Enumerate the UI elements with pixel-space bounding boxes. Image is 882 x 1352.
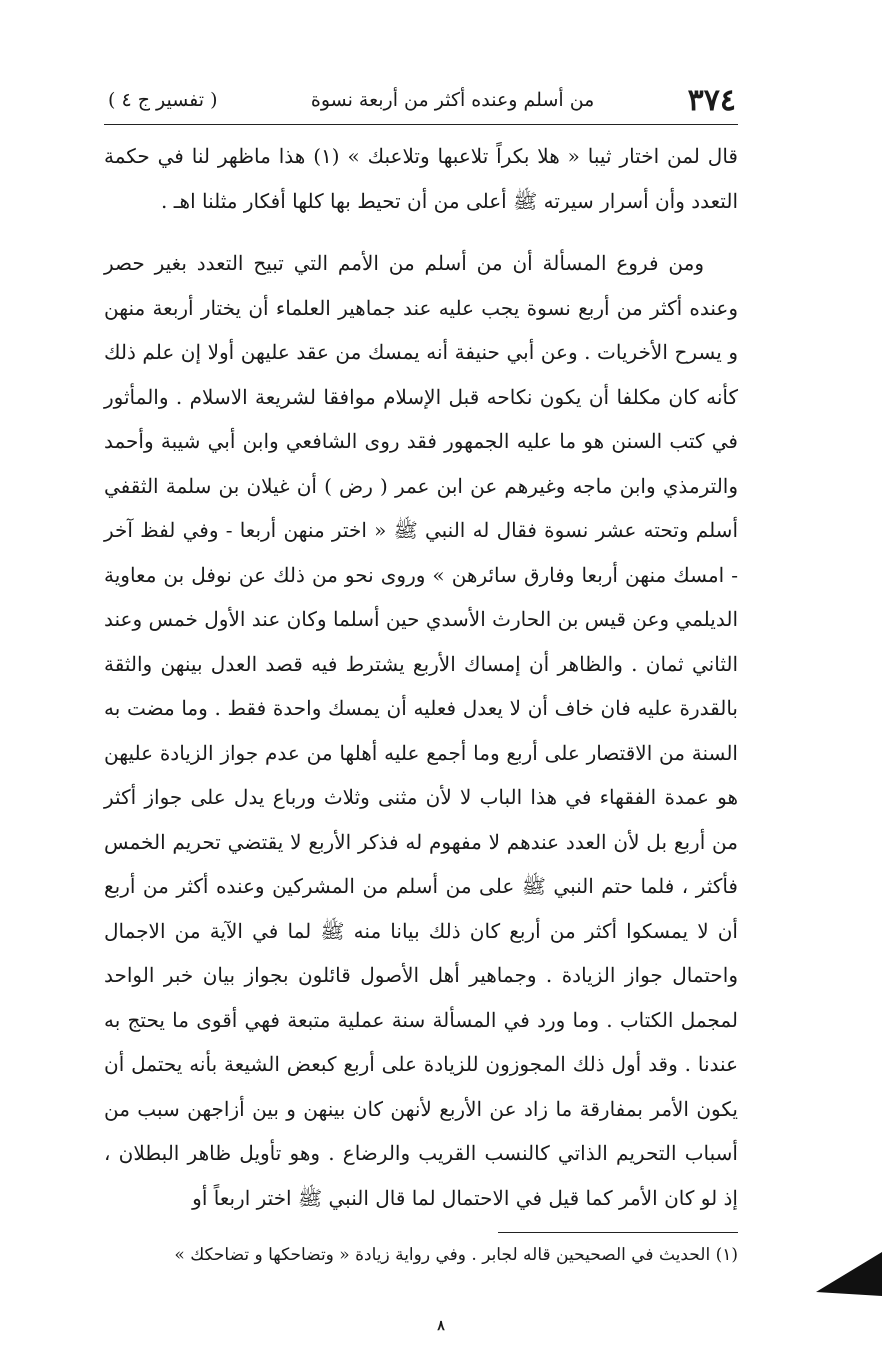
page-number: ٣٧٤ <box>687 82 736 118</box>
folio-mark: ٨ <box>437 1318 445 1334</box>
footnote-rule <box>498 1232 738 1233</box>
footnote: (١) الحديث في الصحيحين قاله لجابر . وفي رواية زيادة « وتضاحكها و تضاحكك » <box>174 1245 738 1265</box>
page-header <box>108 80 736 120</box>
running-title: من أسلم وعنده أكثر من أربعة نسوة <box>310 89 595 111</box>
book-reference: ( تفسير ج ٤ ) <box>108 89 218 111</box>
header-rule <box>104 124 738 125</box>
paragraph-2: ومن فروع المسألة أن من أسلم من الأمم التي تبيح التعدد بغير حصر وعنده أكثر من أربع نسوة يجب عليه عند جماهير العلماء أن يختار أربعة منهن و يسرح الأخريات . وعن أبي حنيفة أنه يمسك من عقد عليهن أولا إن علم ذلك كأنه كان مكلفا أن يكون نكاحه قبل الإسلام موافقا لشريعة الاسلام . والمأثور في كتب السنن هو ما عليه الجمهور فقد روى الشافعي وابن أبي شيبة وأحمد والترمذي وابن ماجه وغيرهم عن ابن عمر ( رض ) أن غيلان بن سلمة الثقفي أسلم وتحته عشر نسوة فقال له النبي ﷺ « اختر منهن أربعا - وفي لفظ آخر - امسك منهن أربعا وفارق سائرهن » وروى نحو من ذلك عن نوفل بن معاوية الديلمي وعن قيس بن الحارث الأسدي حين أسلما وكان عند الأول خمس وعند الثاني ثمان . والظاهر أن إمساك الأربع يشترط فيه قصد العدل بينهن والثقة بالقدرة عليه فان خاف أن لا يعدل فعليه أن يمسك واحدة فقط . وما مضت به السنة من الاقتصار على أربع وما أجمع عليه أهلها من عدم جواز الزيادة عليهن هو عمدة الفقهاء في هذا الباب لا لأن مثنى وثلاث ورباع يدل على جواز أكثر من أربع بل لأن العدد عندهم لا مفهوم له فذكر الأربع لا يقتضي تحريم الخمس فأكثر ، فلما حتم النبي ﷺ على من أسلم من المشركين وعنده أكثر من أربع أن لا يمسكوا أكثر من أربع كان ذلك بيانا منه ﷺ لما في الآية من الاجمال واحتمال جواز الزيادة . وجماهير أهل الأصول قائلون بجواز بيان خبر الواحد لمجمل الكتاب . وما ورد في المسألة سنة عملية متبعة فهي أقوى ما يحتج به عندنا . وقد أول ذلك المجوزون للزيادة على أربع كبعض الشيعة بأنه يحتمل أن يكون الأمر بمفارقة ما زاد عن الأربع لأنهن كان بينهن و بين أزاجهن سبب من أسباب التحريم الذاتي كالنسب القريب والرضاع . وهو تأويل ظاهر البطلان ، إذ لو كان الأمر كما قيل في الاحتمال لما قال النبي ﷺ اختر اربعاً أو <box>104 251 739 1210</box>
paragraph-1: قال لمن اختار ثيبا « هلا بكراً تلاعبها وتلاعبك » (١) هذا ماظهر لنا في حكمة التعدد وأن أسرار سيرته ﷺ أعلى من أن تحيط بها كلها أفكار مثلنا اهـ . <box>104 144 738 213</box>
main-text <box>104 134 738 1220</box>
scan-edge-mark <box>816 1252 882 1296</box>
